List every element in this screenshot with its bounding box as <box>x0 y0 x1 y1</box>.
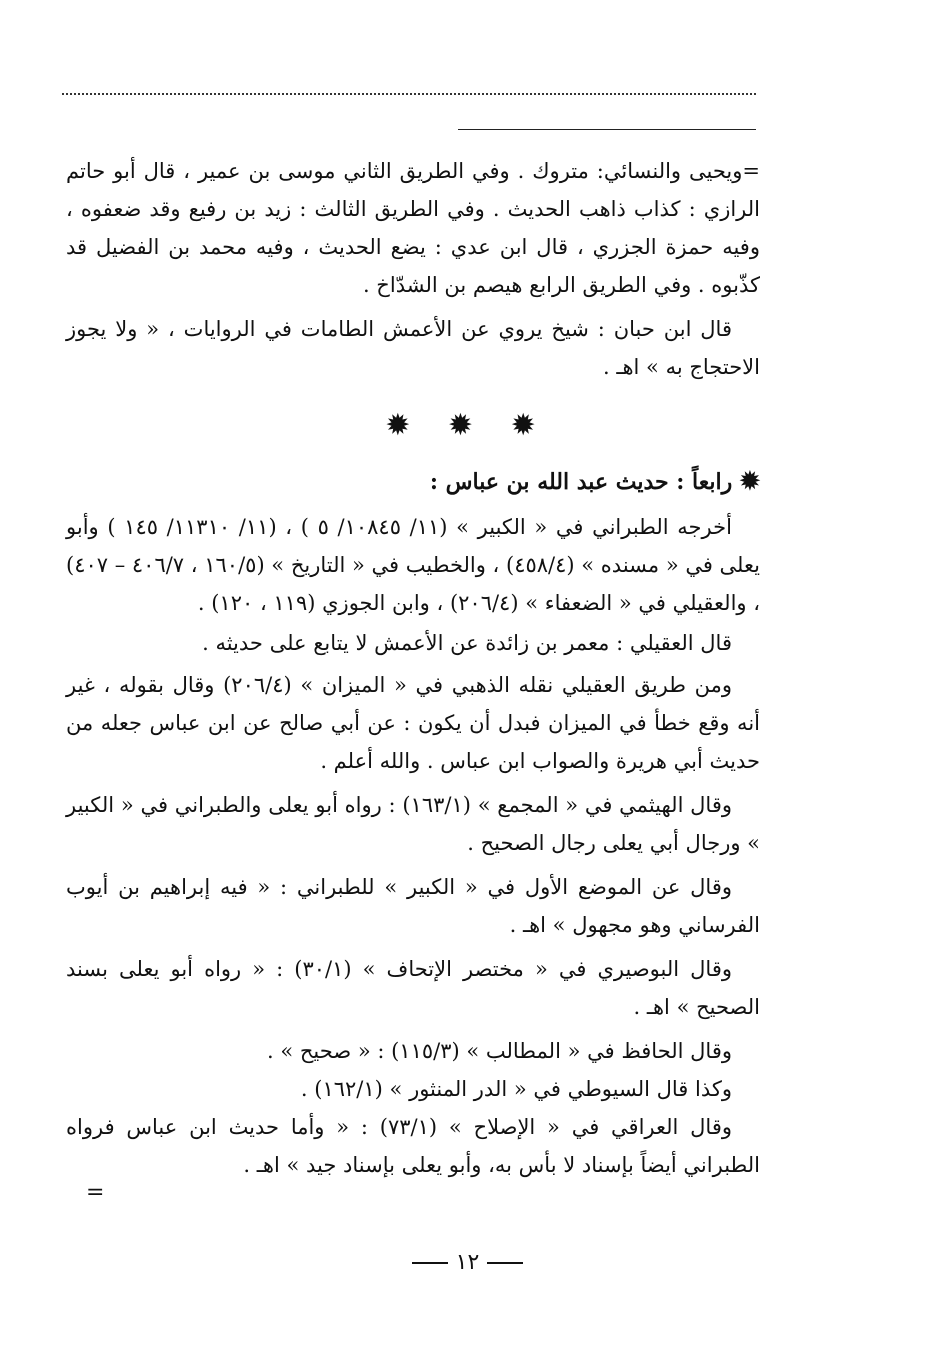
section-separator-stars: ✹ ✹ ✹ <box>385 408 550 443</box>
heading-star-icon: ✹ <box>739 466 760 495</box>
body-paragraph: وكذا قال السيوطي في « الدر المنثور » (١٦٢/١) . <box>300 1077 732 1101</box>
footnote-separator-rule <box>458 129 756 130</box>
footnote-paragraph-2: قال ابن حبان : شيخ يروي عن الأعمش الطامات في الروايات ، « ولا يجوز الاحتجاج به » اهـ . <box>66 317 760 379</box>
body-paragraph: قال العقيلي : معمر بن زائدة عن الأعمش لا يتابع على حديثه . <box>202 631 732 655</box>
body-paragraph: وقال عن الموضع الأول في « الكبير » للطبراني : « فيه إبراهيم بن أيوب الفرساني وهو مجهول » اهـ . <box>66 875 760 937</box>
section-heading-text: رابعاً : حديث عبد الله بن عباس : <box>429 469 733 495</box>
page-number-dash <box>412 1262 448 1264</box>
page-number-text: ١٢ <box>455 1250 480 1275</box>
body-paragraph: أخرجه الطبراني في « الكبير » (١١/ ١٠٨٤٥/ ٥ ) ، (١١/ ١١٣١٠/ ١٤٥ ) وأبو يعلى في « مسنده » (٤٥٨/٤) ، والخطيب في « التاريخ » (١٦٠/٥ ، ٤٠٦/٧ – ٤٠٧) ، والعقيلي في « الضعفاء » (٢٠٦/٤) ، وابن الجوزي (١١٩ ، ١٢٠) . <box>65 515 760 615</box>
body-paragraph: وقال العراقي في « الإصلاح » (٧٣/١) : « وأما حديث ابن عباس فرواه الطبراني أيضاً بإسناد لا بأس به، وأبو يعلى بإسناد جيد » اهـ . <box>66 1115 760 1177</box>
body-paragraph: ومن طريق العقيلي نقله الذهبي في « الميزان » (٢٠٦/٤) وقال بقوله ، غير أنه وقع خطأ في الميزان فبدل أن يكون : عن أبي صالح عن ابن عباس جعله من حديث أبي هريرة والصواب ابن عباس . والله أعلم . <box>66 673 760 773</box>
main-body <box>66 508 760 1184</box>
continuation-mark: = <box>86 1180 105 1205</box>
section-heading <box>66 462 760 501</box>
page-number-dash <box>487 1262 523 1264</box>
footnote-paragraph-1: =ويحيى والنسائي: متروك . وفي الطريق الثاني موسى بن عمير ، قال أبو حاتم الرازي : كذاب ذاهب الحديث . وفي الطريق الثالث : زيد بن رفيع وقد ضعفوه ، وفيه حمزة الجزري ، قال ابن عدي : يضع الحديث ، وفيه محمد بن الفضيل قد كذّبوه . وفي الطريق الرابع هيصم بن الشدّاخ . <box>66 159 760 297</box>
body-paragraph: وقال البوصيري في « مختصر الإتحاف » (٣٠/١) : « رواه أبو يعلى بسند الصحيح » اهـ . <box>66 957 760 1019</box>
footnote-block <box>66 152 760 386</box>
body-paragraph: وقال الحافظ في « المطالب » (١١٥/٣) : « صحيح » . <box>267 1039 732 1063</box>
body-paragraph: وقال الهيثمي في « المجمع » (١٦٣/١) : رواه أبو يعلى والطبراني في « الكبير » ورجال أبي يعلى رجال الصحيح . <box>66 793 760 855</box>
header-dotted-rule <box>62 93 756 95</box>
page-number <box>0 1250 935 1275</box>
